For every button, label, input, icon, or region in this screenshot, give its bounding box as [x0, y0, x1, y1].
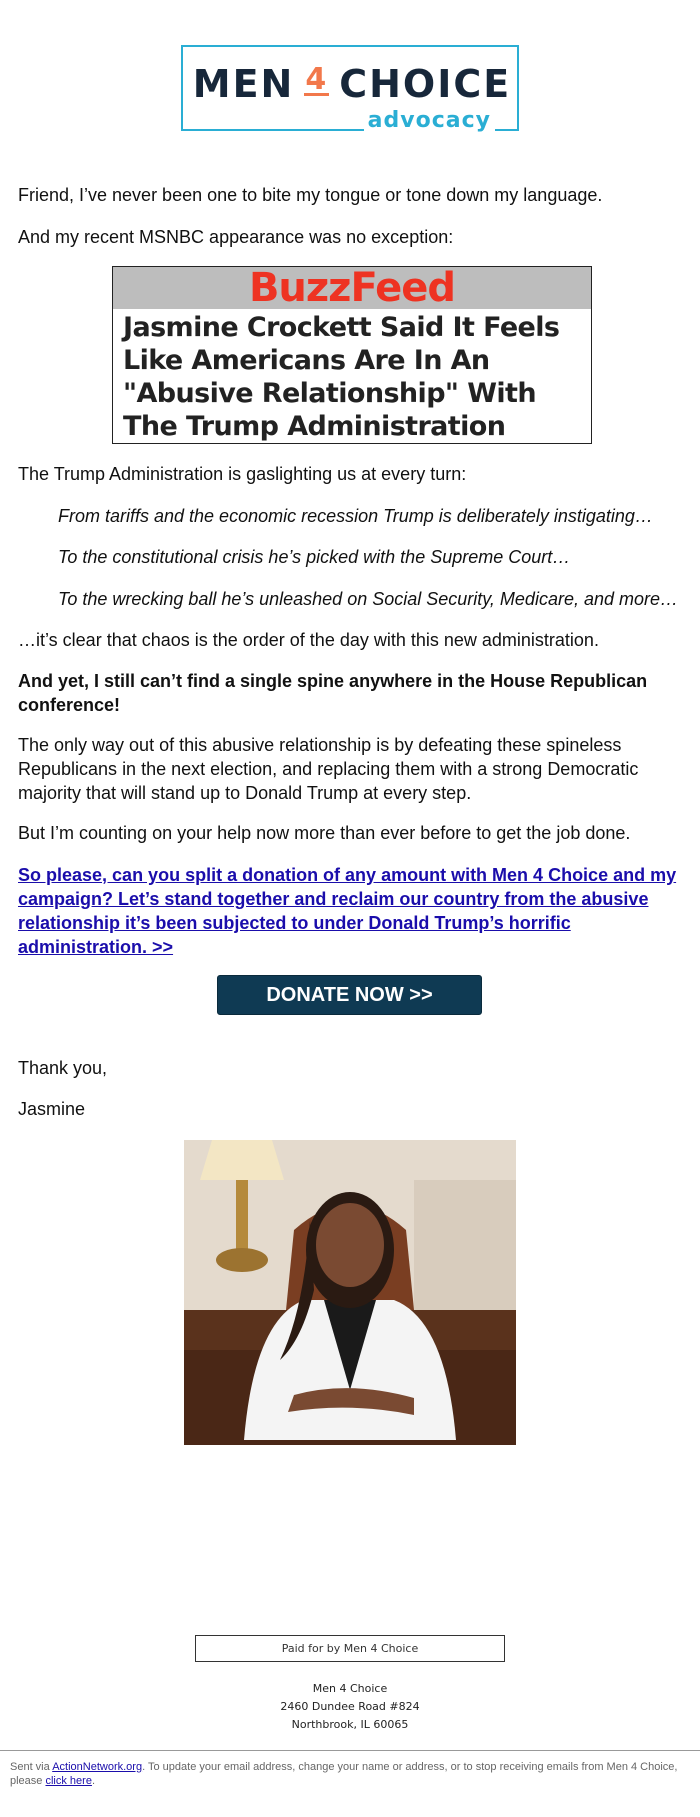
italic-line-constitutional: To the constitutional crisis he’s picked with the Supreme Court…	[58, 547, 571, 567]
paragraph-msnbc: And my recent MSNBC appearance was no exception:	[18, 227, 454, 247]
paragraph-spine: And yet, I still can’t find a single spine anywhere in the House Republican conference!	[18, 671, 648, 715]
men4choice-logo	[181, 45, 519, 131]
footer-divider	[0, 1750, 700, 1751]
donate-now-button[interactable]: DONATE NOW >>	[217, 975, 482, 1015]
italic-line-wrecking-ball: To the wrecking ball he’s unleashed on Social Security, Medicare, and more…	[58, 589, 679, 609]
logo-wordmark	[192, 61, 512, 106]
footer-sent-via-middle: . To update your email address, change your name or address, or to stop receiving emails from Men 4 Choice, please	[10, 1761, 678, 1787]
buzzfeed-headline: Jasmine Crockett Said It Feels Like Americans Are In An "Abusive Relationship" With The Trump Administration	[123, 312, 560, 442]
paragraph-gaslighting: The Trump Administration is gaslighting us at every turn:	[18, 464, 467, 484]
buzzfeed-logo: BuzzFeed	[248, 265, 456, 311]
paragraph-way-out: The only way out of this abusive relationship is by defeating these spineless Republicans in the next election, and replacing them with a strong Democratic majority that will stand up to Donald Trump at every step.	[18, 735, 639, 803]
paragraph-chaos: …it’s clear that chaos is the order of the day with this new administration.	[18, 630, 599, 650]
buzzfeed-headline-image	[112, 266, 592, 444]
click-here-link[interactable]: click here	[45, 1775, 92, 1787]
italic-line-tariffs: From tariffs and the economic recession Trump is deliberately instigating…	[58, 506, 653, 526]
logo-word-choice: CHOICE	[339, 62, 512, 106]
footer-city: Northbrook, IL 60065	[291, 1718, 409, 1731]
paid-for-box: Paid for by Men 4 Choice	[195, 1635, 505, 1662]
footer-sent-via-prefix: Sent via	[10, 1761, 53, 1773]
logo-word-men: MEN	[192, 62, 295, 106]
thanks-text: Thank you,	[18, 1058, 108, 1078]
signature-text: Jasmine	[18, 1099, 86, 1119]
paragraph-intro: Friend, I’ve never been one to bite my tongue or tone down my language.	[18, 185, 603, 205]
portrait-illustration	[184, 1140, 516, 1445]
paragraph-counting: But I’m counting on your help now more than ever before to get the job done.	[18, 823, 631, 843]
donation-link[interactable]: So please, can you split a donation of any amount with Men 4 Choice and my campaign? Let’s stand together and reclaim our country from the abusive relationship it’s been subjected to under Donald Trump’s horrific administration. >>	[18, 865, 677, 957]
footer-street: 2460 Dundee Road #824	[280, 1700, 420, 1713]
logo-subtitle: advocacy	[364, 109, 495, 133]
footer-unsubscribe-text	[10, 1760, 692, 1788]
footer-sent-via-end: .	[91, 1775, 96, 1787]
buzzfeed-logo-band	[113, 267, 591, 309]
footer-org-name: Men 4 Choice	[312, 1682, 388, 1695]
logo-number: 4	[305, 61, 329, 97]
jasmine-crockett-photo	[184, 1140, 516, 1445]
actionnetwork-link[interactable]: ActionNetwork.org	[52, 1761, 143, 1773]
donation-paragraph	[18, 863, 682, 959]
